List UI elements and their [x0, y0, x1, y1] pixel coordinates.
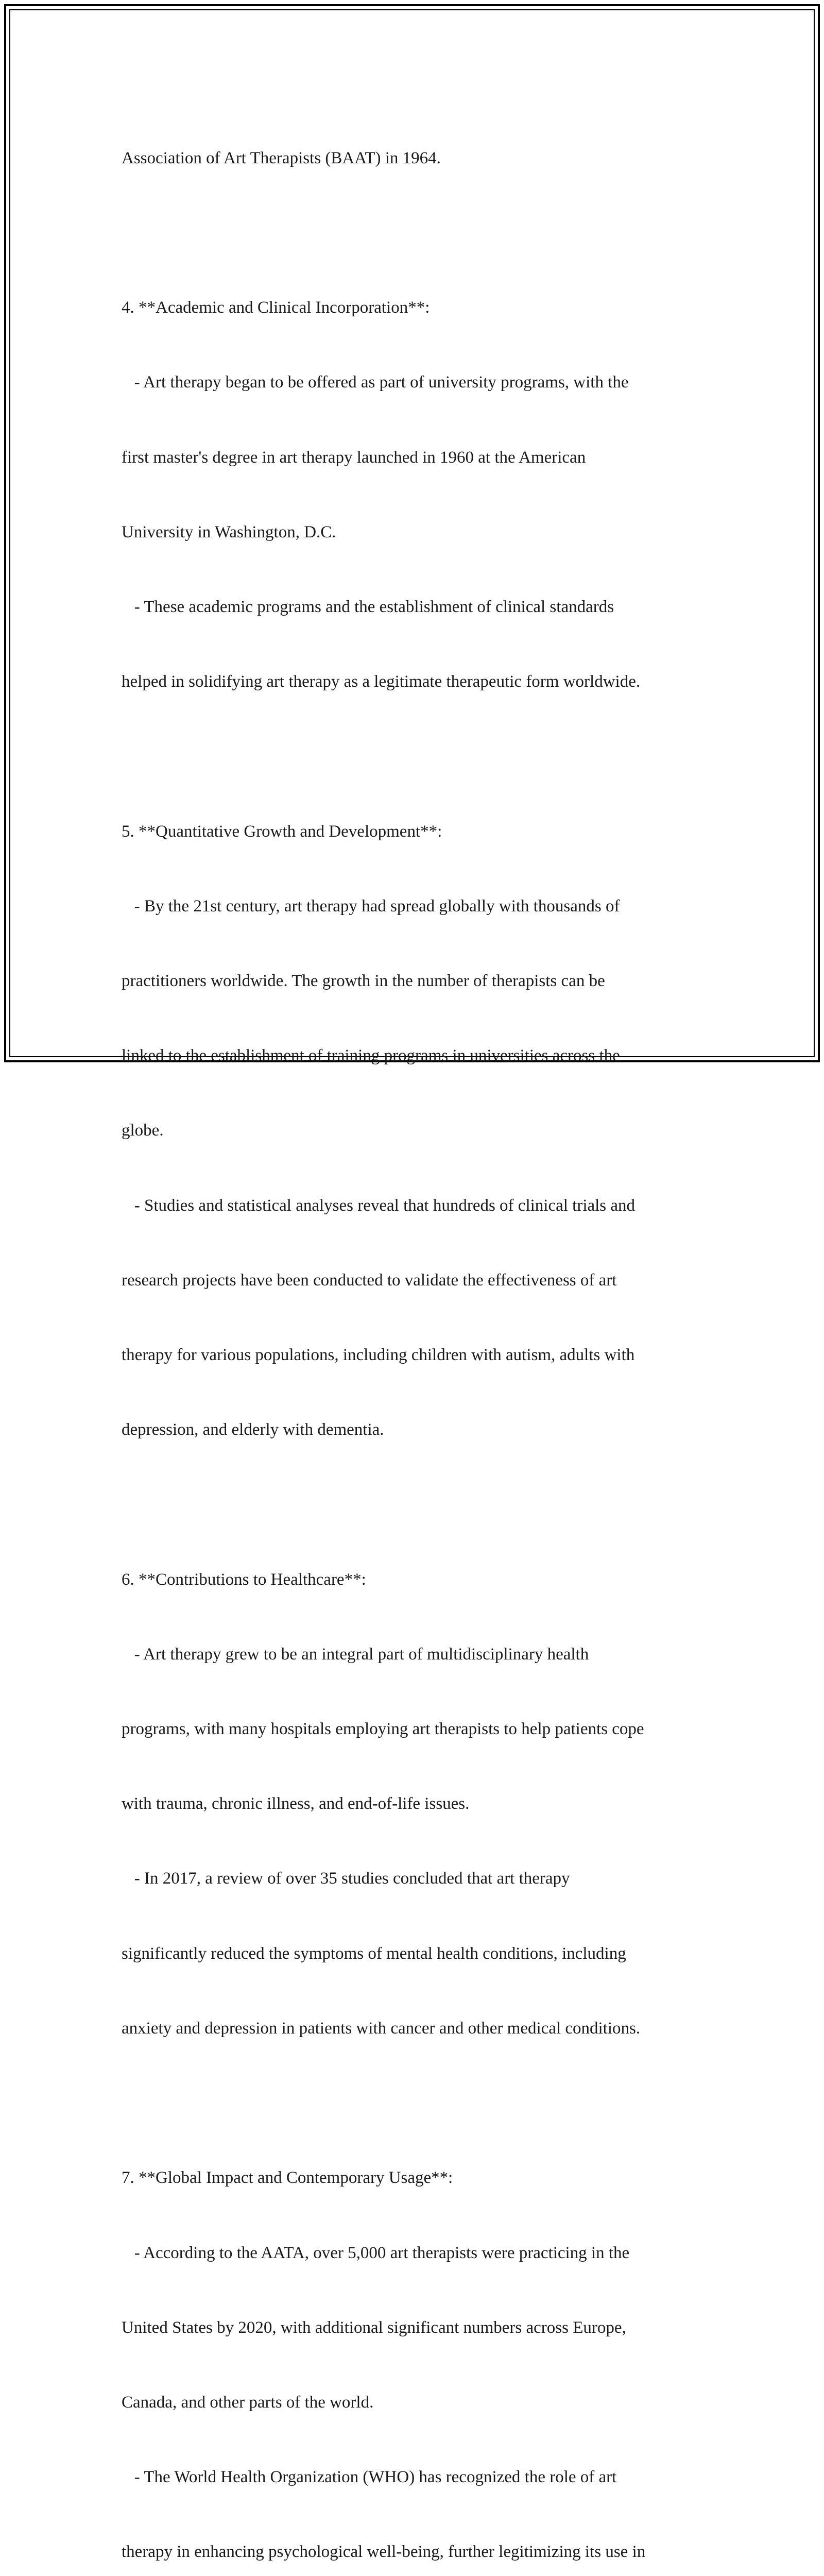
- text-line: first master's degree in art therapy launched in 1960 at the American: [122, 448, 586, 467]
- text-line: - By the 21st century, art therapy had spread globally with thousands of: [122, 896, 620, 916]
- text-line: practitioners worldwide. The growth in the number of therapists can be: [122, 972, 605, 991]
- text-line: United States by 2020, with additional significant numbers across Europe,: [122, 2318, 626, 2337]
- text-line: linked to the establishment of training programs in universities across the: [122, 1046, 620, 1065]
- text-line: anxiety and depression in patients with cancer and other medical conditions.: [122, 2019, 641, 2038]
- blank-line: [122, 744, 714, 769]
- text-line: globe.: [122, 1121, 164, 1140]
- document-body: [122, 96, 714, 2576]
- text-line: research projects have been conducted to validate the effectiveness of art: [122, 1270, 617, 1290]
- text-line: therapy in enhancing psychological well-being, further legitimizing its use in: [122, 2543, 646, 2562]
- section-heading-global-impact: 7. **Global Impact and Contemporary Usage**:: [122, 2168, 453, 2188]
- text-line: with trauma, chronic illness, and end-of-life issues.: [122, 1794, 470, 1814]
- section-heading-academic: 4. **Academic and Clinical Incorporation**:: [122, 298, 430, 317]
- text-line: depression, and elderly with dementia.: [122, 1420, 384, 1439]
- text-line: - Art therapy grew to be an integral part of multidisciplinary health: [122, 1645, 589, 1664]
- blank-line: [122, 221, 714, 245]
- text-line: significantly reduced the symptoms of mental health conditions, including: [122, 1944, 626, 1963]
- text-line: - The World Health Organization (WHO) has recognized the role of art: [122, 2468, 617, 2487]
- text-line: - These academic programs and the establishment of clinical standards: [122, 598, 614, 617]
- text-line: Association of Art Therapists (BAAT) in 1964.: [122, 148, 441, 167]
- text-line: Canada, and other parts of the world.: [122, 2393, 374, 2412]
- text-line: helped in solidifying art therapy as a legitimate therapeutic form worldwide.: [122, 672, 641, 691]
- section-heading-quantitative: 5. **Quantitative Growth and Development**:: [122, 822, 442, 841]
- section-heading-healthcare: 6. **Contributions to Healthcare**:: [122, 1570, 366, 1589]
- blank-line: [122, 1492, 714, 1517]
- text-line: - Studies and statistical analyses reveal that hundreds of clinical trials and: [122, 1196, 636, 1215]
- text-line: - In 2017, a review of over 35 studies concluded that art therapy: [122, 1869, 570, 1888]
- blank-line: [122, 2091, 714, 2115]
- text-line: - Art therapy began to be offered as part of university programs, with the: [122, 373, 629, 392]
- text-line: programs, with many hospitals employing art therapists to help patients cope: [122, 1720, 644, 1739]
- text-line: - According to the AATA, over 5,000 art therapists were practicing in the: [122, 2243, 630, 2262]
- text-line: therapy for various populations, including children with autism, adults with: [122, 1346, 635, 1365]
- text-line: University in Washington, D.C.: [122, 522, 336, 541]
